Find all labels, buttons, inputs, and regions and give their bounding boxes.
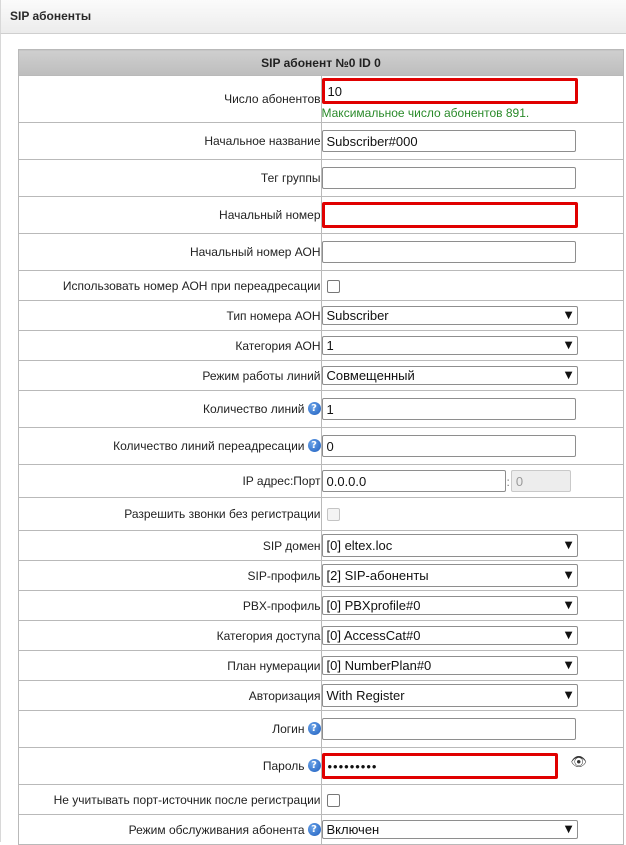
numbering-plan-value: [0] NumberPlan#0 [326,658,432,673]
redirect-lines-input[interactable] [322,435,576,457]
service-mode-value: Включен [326,822,380,837]
sip-profile-label: SIP-профиль [19,561,322,591]
line-count-label: Количество линий [202,402,305,416]
redirect-lines-label: Количество линий переадресации [113,439,305,453]
row-start-aon [19,234,624,271]
aon-type-label: Тип номера АОН [19,301,322,331]
help-circle-icon[interactable]: ? [308,402,321,415]
chevron-down-icon: ▼ [564,540,573,551]
password-label: Пароль [262,759,305,773]
subscriber-count-hint: Максимальное число абонентов 891. [321,106,530,120]
password-input[interactable] [322,753,558,779]
login-input[interactable] [322,718,576,740]
page-title: SIP абоненты [0,0,626,34]
chevron-down-icon: ▼ [564,660,573,671]
numbering-plan-label: План нумерации [19,651,322,681]
auth-value: With Register [326,688,405,703]
use-aon-redirect-label: Использовать номер АОН при переадресации [19,271,322,301]
pbx-profile-value: [0] PBXprofile#0 [326,598,421,613]
service-mode-label: Режим обслуживания абонента [128,822,305,837]
pbx-profile-select[interactable] [322,596,578,615]
ip-address-input[interactable] [322,470,506,492]
access-cat-select[interactable] [322,626,578,645]
row-use-aon-redirect [19,271,624,301]
row-line-mode [19,361,624,391]
row-pbx-profile [19,591,624,621]
chevron-down-icon: ▼ [564,824,573,835]
sip-profile-value: [2] SIP-абоненты [326,568,429,583]
chevron-down-icon: ▼ [564,570,573,581]
auth-select[interactable] [322,684,578,707]
row-aon-category [19,331,624,361]
row-sip-domain [19,531,624,561]
line-mode-label: Режим работы линий [19,361,322,391]
group-tag-input[interactable] [322,167,576,189]
allow-unreg-checkbox [327,508,340,521]
pbx-profile-label: PBX-профиль [19,591,322,621]
aon-type-select[interactable] [322,306,578,325]
row-service-mode [19,815,624,845]
sip-domain-label: SIP домен [19,531,322,561]
chevron-down-icon: ▼ [564,690,573,701]
row-redirect-lines [19,428,624,465]
sip-domain-value: [0] eltex.loc [326,538,393,553]
row-subscriber-count [19,76,624,123]
aon-category-select[interactable] [322,336,578,355]
access-cat-value: [0] AccessCat#0 [326,628,421,643]
start-aon-input[interactable] [322,241,576,263]
group-tag-label: Тег группы [19,160,322,197]
row-password [19,748,624,785]
row-access-cat [19,621,624,651]
subscriber-count-input[interactable] [322,78,578,104]
row-auth [19,681,624,711]
row-start-name [19,123,624,160]
chevron-down-icon: ▼ [564,310,573,321]
row-numbering-plan [19,651,624,681]
row-group-tag [19,160,624,197]
access-cat-label: Категория доступа [19,621,322,651]
form-panel [0,34,626,842]
help-circle-icon[interactable]: ? [308,759,321,772]
row-sip-profile [19,561,624,591]
chevron-down-icon: ▼ [564,340,573,351]
port-input [511,470,571,492]
line-count-input[interactable] [322,398,576,420]
row-line-count [19,391,624,428]
line-mode-value: Совмещенный [326,368,415,383]
row-aon-type [19,301,624,331]
aon-category-label: Категория АОН [19,331,322,361]
start-number-label: Начальный номер [19,197,322,234]
ip-port-label: IP адрес:Порт [19,465,322,498]
subscriber-form-table [18,49,624,845]
ip-port-separator: : [506,474,510,489]
row-allow-unreg [19,498,624,531]
numbering-plan-select[interactable] [322,656,578,675]
table-header: SIP абонент №0 ID 0 [19,50,624,76]
sip-domain-select[interactable] [322,534,578,557]
service-mode-select[interactable] [322,820,578,839]
line-mode-select[interactable] [322,366,578,385]
start-aon-label: Начальный номер АОН [19,234,322,271]
eye-slash-icon[interactable]: 👁 [570,755,588,770]
use-aon-redirect-checkbox[interactable] [327,280,340,293]
ignore-port-checkbox[interactable] [327,794,340,807]
chevron-down-icon: ▼ [564,370,573,381]
help-circle-icon[interactable]: ? [308,439,321,452]
aon-category-value: 1 [326,338,334,353]
chevron-down-icon: ▼ [564,630,573,641]
start-number-input[interactable] [322,202,578,228]
row-start-number [19,197,624,234]
help-circle-icon[interactable]: ? [308,722,321,735]
auth-label: Авторизация [19,681,322,711]
aon-type-value: Subscriber [326,308,389,323]
sip-profile-select[interactable] [322,564,578,587]
row-login [19,711,624,748]
row-ip-port [19,465,624,498]
ignore-port-label: Не учитывать порт-источник после регистрации [19,785,322,815]
chevron-down-icon: ▼ [564,600,573,611]
allow-unreg-label: Разрешить звонки без регистрации [19,498,322,531]
login-label: Логин [272,722,305,736]
start-name-label: Начальное название [19,123,322,160]
start-name-input[interactable] [322,130,576,152]
subscriber-count-label: Число абонентов [19,76,322,123]
row-ignore-port [19,785,624,815]
help-circle-icon[interactable]: ? [308,823,321,836]
